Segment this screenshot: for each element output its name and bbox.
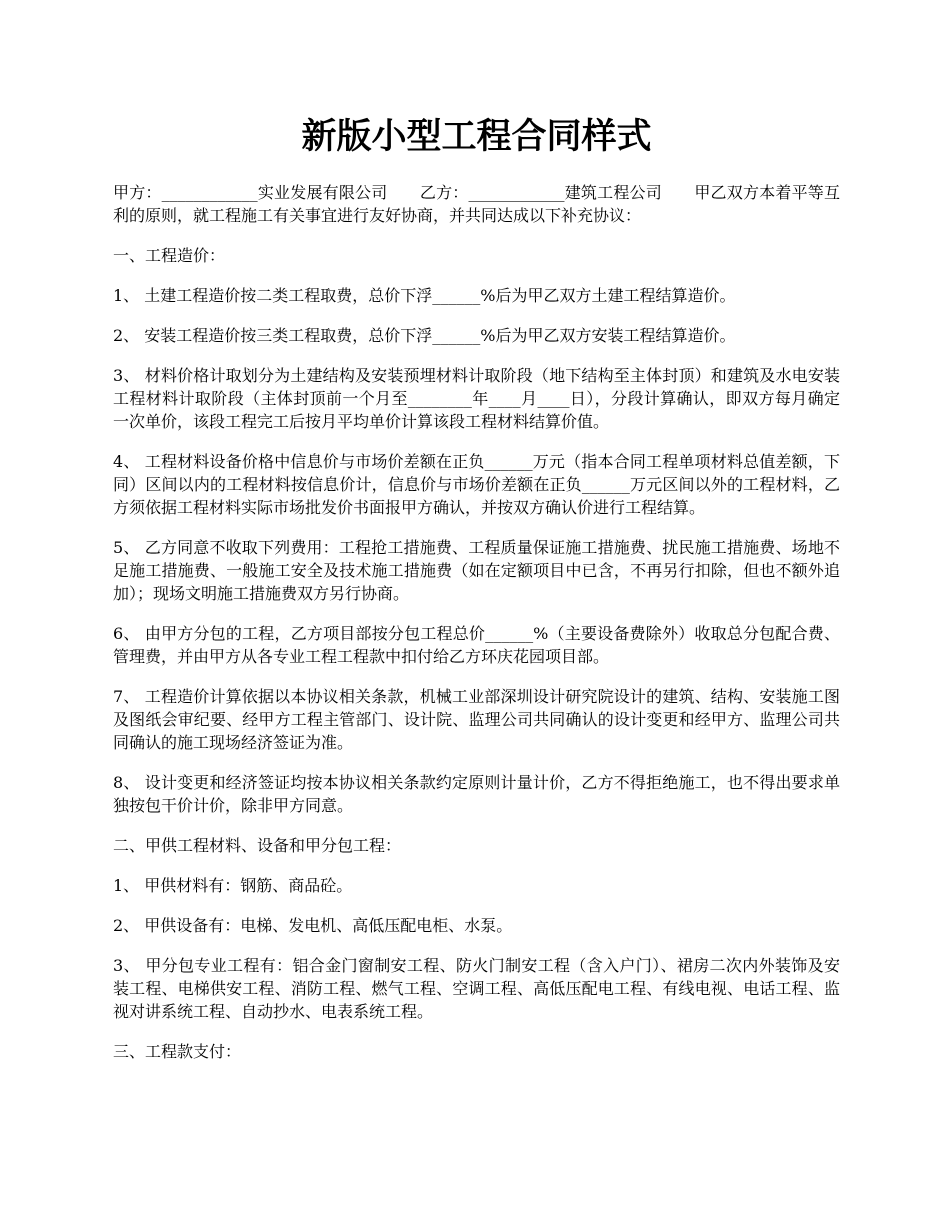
clause-2-2: 2、 甲供设备有：电梯、发电机、高低压配电柜、水泵。 (113, 916, 513, 935)
section-heading-supply: 二、甲供工程材料、设备和甲分包工程： (113, 836, 402, 855)
clause-1-4: 4、 工程材料设备价格中信息价与市场价差额在正负______万元（指本合同工程单项材料总值差额，下同）区间以内的工程材料按信息价计，信息价与市场价差额在正负______万元区间以外的工程材料，乙方须依据工程材料实际市场批发价书面报甲方确认，并按双方确认价进行工程结算。 (113, 452, 840, 517)
clause-2-3: 3、 甲分包专业工程有：铝合金门窗制安工程、防火门制安工程（含入户门）、裙房二次内外装饰及安装工程、电梯供安工程、消防工程、燃气工程、空调工程、高低压配电工程、有线电视、电话工程、监视对讲系统工程、自动抄水、电表系统工程。 (113, 956, 840, 1021)
document-page (113, 112, 840, 1080)
clause-2-1: 1、 甲供材料有：钢筋、商品砼。 (113, 876, 353, 895)
clause-1-5: 5、 乙方同意不收取下列费用：工程抢工措施费、工程质量保证施工措施费、扰民施工措施费、场地不足施工措施费、一般施工安全及技术施工措施费（如在定额项目中已含，不再另行扣除，但也不额外追加）；现场文明施工措施费双方另行协商。 (113, 538, 840, 603)
section-heading-payment: 三、工程款支付： (113, 1042, 242, 1061)
clause-1-2: 2、 安装工程造价按三类工程取费，总价下浮______%后为甲乙双方安装工程结算造价。 (113, 326, 736, 345)
clause-1-6: 6、 由甲方分包的工程，乙方项目部按分包工程总价______%（主要设备费除外）收取总分包配合费、管理费，并由甲方从各专业工程工程款中扣付给乙方环庆花园项目部。 (113, 624, 840, 666)
clause-1-7: 7、 工程造价计算依据以本协议相关条款，机械工业部深圳设计研究院设计的建筑、结构、安装施工图及图纸会审纪要、经甲方工程主管部门、设计院、监理公司共同确认的设计变更和经甲方、监理公司共同确认的施工现场经济签证为准。 (113, 687, 840, 752)
clause-1-3: 3、 材料价格计取划分为土建结构及安装预埋材料计取阶段（地下结构至主体封顶）和建筑及水电安装工程材料计取阶段（主体封顶前一个月至________年____月____日），分段计算确认，即双方每月确定一次单价，该段工程完工后按月平均单价计算该段工程材料结算价值。 (113, 366, 840, 431)
document-title: 新版小型工程合同样式 (301, 116, 652, 157)
section-heading-cost: 一、工程造价： (113, 246, 226, 265)
party-intro-paragraph: 甲方：____________实业发展有限公司 乙方：____________建筑工程公司 甲乙双方本着平等互利的原则，就工程施工有关事宜进行友好协商，并共同达成以下补充协议： (113, 183, 840, 225)
clause-1-8: 8、 设计变更和经济签证均按本协议相关条款约定原则计量计价，乙方不得拒绝施工，也不得出要求单独按包干价计价，除非甲方同意。 (113, 773, 840, 815)
clause-1-1: 1、 土建工程造价按二类工程取费，总价下浮______%后为甲乙双方土建工程结算造价。 (113, 286, 736, 305)
